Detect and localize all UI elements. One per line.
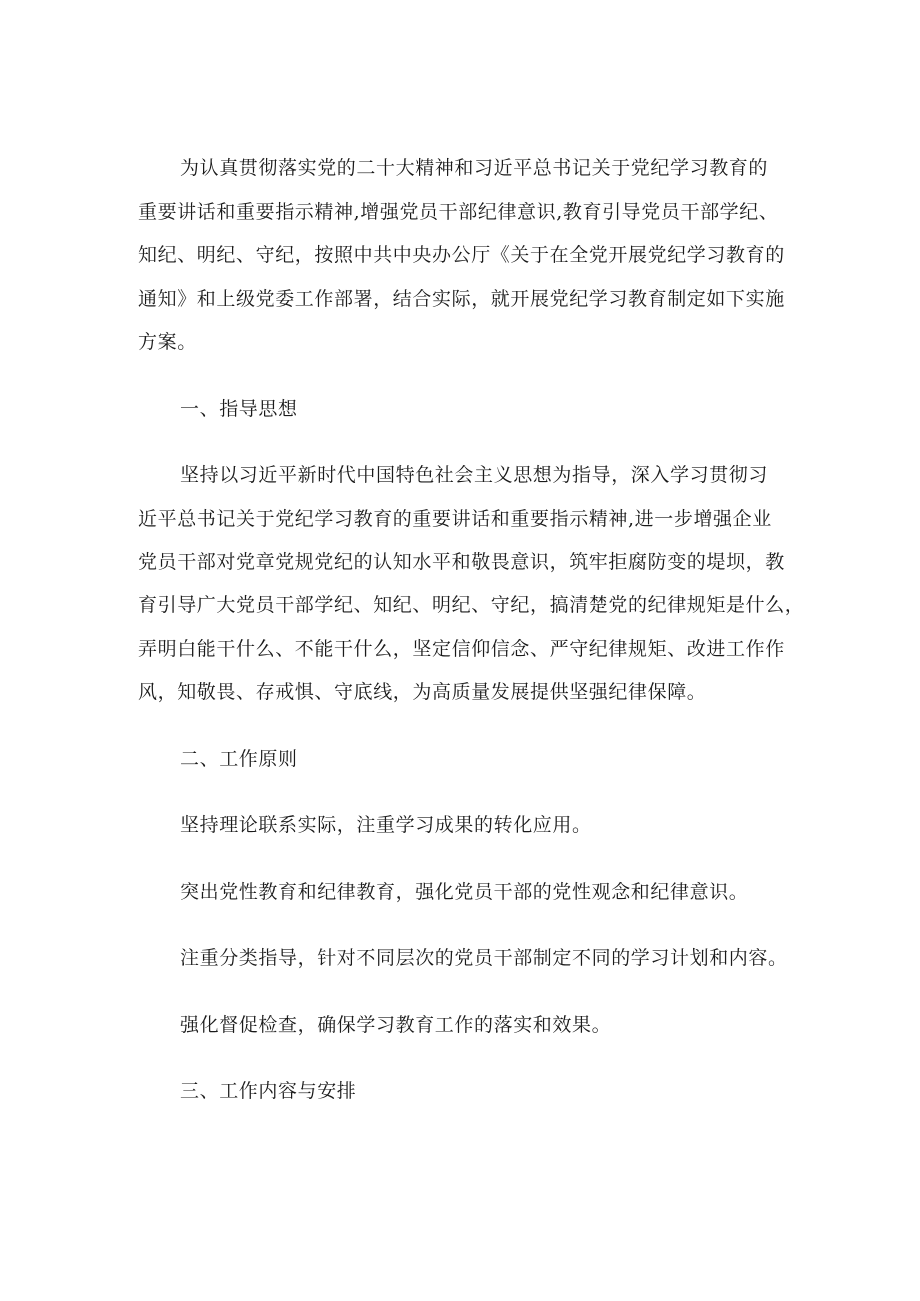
section-heading-work-content: 三、工作内容与安排 [180, 1080, 357, 1102]
intro-paragraph-line: 方案。 [138, 331, 197, 353]
guiding-ideology-paragraph-line: 风，知敬畏、存戒惧、守底线，为高质量发展提供坚强纪律保障。 [138, 681, 707, 703]
section-heading-work-principles: 二、工作原则 [180, 748, 298, 770]
guiding-ideology-paragraph-line: 党员干部对党章党规党纪的认知水平和敬畏意识，筑牢拒腐防变的堤坝，教 [138, 551, 785, 573]
intro-paragraph-line: 知纪、明纪、守纪，按照中共中央办公厅《关于在全党开展党纪学习教育的 [138, 244, 785, 266]
principle-item: 突出党性教育和纪律教育，强化党员干部的党性观念和纪律意识。 [180, 881, 749, 903]
guiding-ideology-paragraph-line: 育引导广大党员干部学纪、知纪、明纪、守纪，搞清楚党的纪律规矩是什么， [138, 594, 805, 616]
principle-item: 坚持理论联系实际，注重学习成果的转化应用。 [180, 814, 592, 836]
section-heading-guiding-ideology: 一、指导思想 [180, 398, 298, 420]
principle-item: 强化督促检查，确保学习教育工作的落实和效果。 [180, 1014, 612, 1036]
intro-paragraph-line: 重要讲话和重要指示精神,增强党员干部纪律意识,教育引导党员干部学纪、 [138, 201, 779, 223]
guiding-ideology-paragraph-line: 近平总书记关于党纪学习教育的重要讲话和重要指示精神,进一步增强企业 [138, 508, 772, 530]
intro-paragraph-line: 通知》和上级党委工作部署，结合实际，就开展党纪学习教育制定如下实施 [138, 288, 785, 310]
guiding-ideology-paragraph-line: 坚持以习近平新时代中国特色社会主义思想为指导，深入学习贯彻习 [180, 464, 769, 486]
guiding-ideology-paragraph-line: 弄明白能干什么、不能干什么，坚定信仰信念、严守纪律规矩、改进工作作 [138, 638, 785, 660]
principle-item: 注重分类指导，针对不同层次的党员干部制定不同的学习计划和内容。 [180, 947, 788, 969]
intro-paragraph-line: 为认真贯彻落实党的二十大精神和习近平总书记关于党纪学习教育的 [180, 157, 769, 179]
